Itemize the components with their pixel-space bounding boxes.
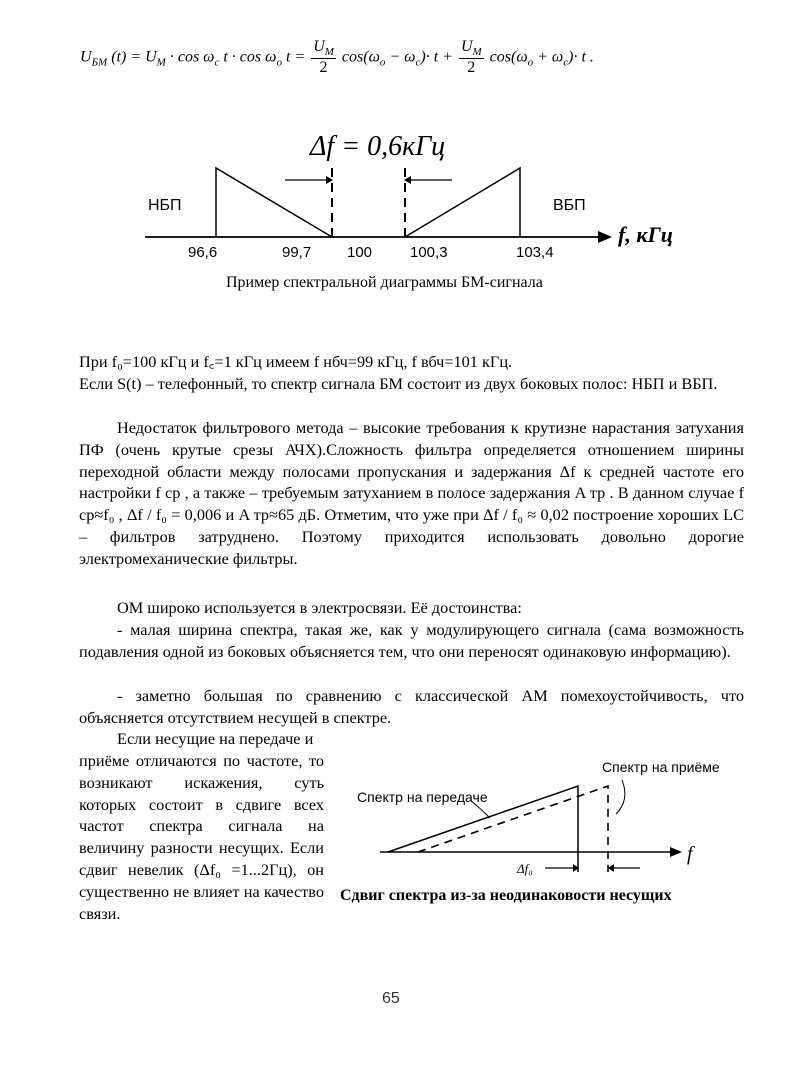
shift-arrowhead-right-icon [608,864,614,872]
formula-o-sub: o [276,56,282,69]
formula-term2-sub1: o [527,56,534,69]
spectrum-diagram-bm [0,100,789,300]
delta-arrowhead-left-icon [326,176,333,184]
formula-lhs-sub: БМ [91,56,108,69]
paragraph-advantage-2: - заметно большая по сравнению с классической АМ помехоустойчивость, что объясняется отсутствием несущей в спектре. [79,686,744,727]
shift-label: Δf₀ [517,861,533,876]
upper-band-label: ВБП [553,197,586,214]
paragraph-filter-method: Недостаток фильтрового метода – высокие требования к крутизне нарастания затухания ПФ (очень крутые срезы АЧХ).Сложность фильтра определяется отношением ширины переходной области между полосами пропускания и задержания Δf к средней частоте его настройки f ср , а также – требуемым затуханием в полосе задержания A тр . В данном случае f ср≈f₀ , Δf / f₀ = 0,006 и A тр≈65 дБ. Отметим, что уже при Δf / f₀ ≈ 0,02 построение хороших LC – фильтров затруднено. Поэтому приходится использовать довольно дорогие электромеханические фильтры. [79,418,744,568]
lower-band-label: НБП [148,197,182,214]
tick-100: 100 [347,244,373,261]
fraction2-num: U [460,38,473,55]
formula-c-sub: c [214,56,220,69]
fraction-num-sub: М [324,46,334,59]
spectrum-shift-diagram [330,750,740,920]
upper-sideband-triangle [405,168,520,237]
shift-axis-arrow-icon [670,847,682,857]
paragraph-om-usage: ОМ широко используется в электросвязи. Её достоинства: [117,598,522,617]
paragraph-advantage-1: - малая ширина спектра, такая же, как у модулирующего сигнала (сама возможность подавления одной из боковых объясняется тем, что они переносят одинаковую информацию). [79,620,744,661]
fraction2-den: 2 [467,59,476,77]
page-number: 65 [382,990,400,1007]
formula-term1-sub2: c [415,56,421,69]
formula-part1: · cos ω [169,48,215,66]
fraction-num: U [313,38,325,55]
lower-sideband-triangle [216,168,332,237]
formula-term2-end: )· t . [568,48,594,66]
formula-part2: t · cos ω [223,48,277,66]
formula-term2: cos(ω [489,48,528,66]
delta-f-title: Δf = 0,6кГц [310,131,446,162]
formula-fraction-2 [459,38,484,77]
formula-lhs-arg: (t) = U [111,48,157,66]
diagram2-caption: Сдвиг спектра из-за неодинаковости несущих [340,887,672,904]
formula-term2-tail: + ω [537,48,564,66]
freq-values-line: При f₀=100 кГц и f꜀=1 кГц имеем f нбч=99 кГц, f вбч=101 кГц. [79,352,513,371]
formula-term1: cos(ω [341,48,380,66]
formula-part3: t = [285,48,306,66]
formula-fraction-1 [311,38,336,77]
rx-label-pointer [616,780,625,814]
paragraph-sideband: Если S(t) – телефонный, то спектр сигнала БМ состоит из двух боковых полос: НБП и ВБП. [79,374,718,393]
delta-arrowhead-right-icon [404,176,411,184]
tick-997: 99,7 [282,244,312,261]
shift-axis-label: f [687,843,693,865]
rx-spectrum-label: Спектр на приёме [602,759,720,775]
fraction2-num-sub: М [472,46,482,59]
formula-um-sub: М [156,56,166,69]
diagram1-caption: Пример спектральной диаграммы БМ-сигнала [226,274,543,291]
axis-label: f, кГц [618,222,673,247]
formula-term1-tail: − ω [389,48,416,66]
formula-term2-sub2: c [563,56,569,69]
paragraph-carrier-rest: приёме отличаются по частоте, то возникают искажения, суть которых состоит в сдвиге всех частот спектра сигнала на величину разности несущих. Если сдвиг невелик (Δf₀ =1...2Гц), он существенно не влияет на качество связи. [79,751,324,923]
formula-term1-sub1: o [379,56,386,69]
formula-lhs: U [80,48,92,66]
tick-966: 96,6 [188,244,218,261]
tick-1003: 100,3 [410,244,448,261]
formula-line [80,38,594,77]
tick-1034: 103,4 [516,244,554,261]
formula-term1-end: )· t + [420,48,453,66]
paragraph-carrier-first-line: Если несущие на передаче и [117,729,314,748]
fraction-den: 2 [319,59,328,77]
axis-arrow-icon [598,231,612,243]
tx-spectrum-label: Спектр на передаче [357,789,488,805]
